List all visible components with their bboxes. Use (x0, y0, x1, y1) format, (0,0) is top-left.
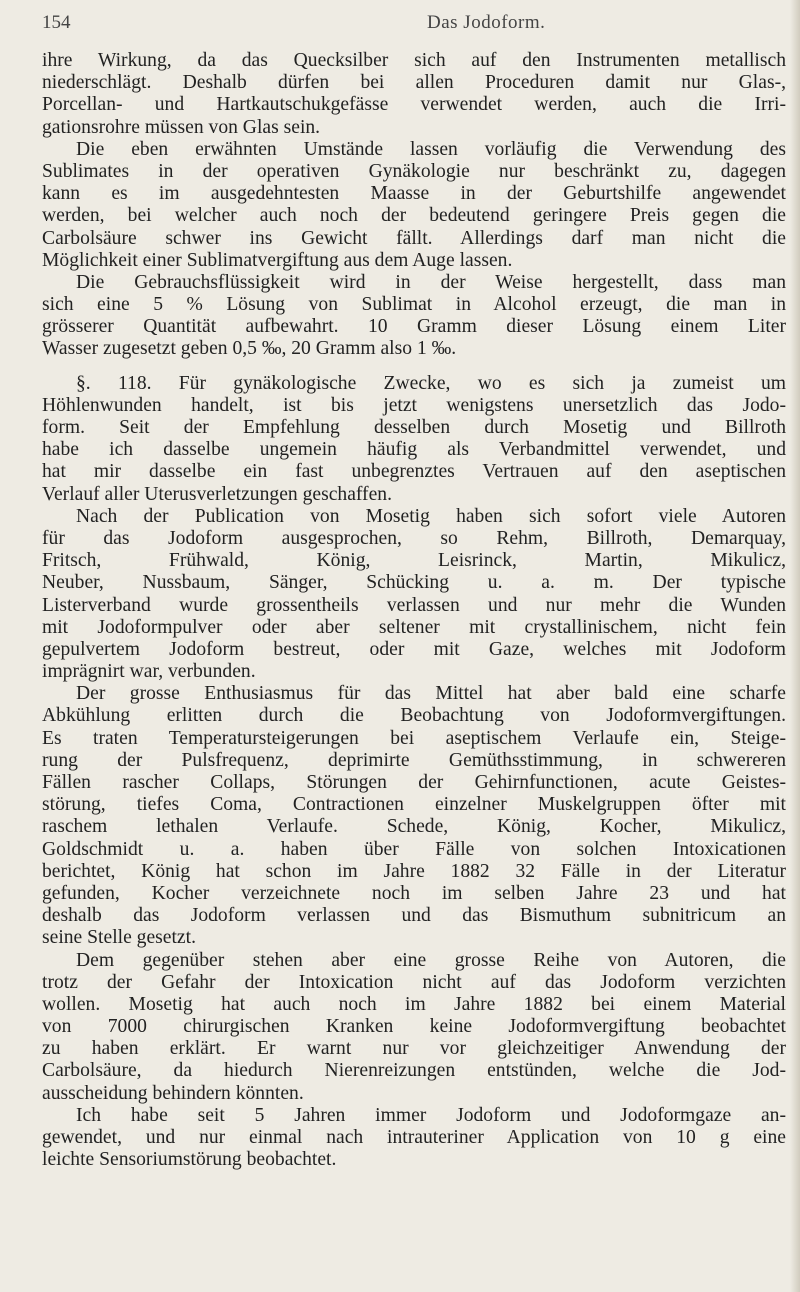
text-line: für das Jodoform ausgesprochen, so Rehm, Billroth, Demarquay, (42, 527, 786, 549)
text-line: habe ich dasselbe ungemein häufig als Verbandmittel verwendet, und (42, 439, 786, 461)
text-line: Sublimates in der operativen Gynäkologie nur beschränkt zu, dagegen (42, 160, 786, 182)
text-line: §. 118. Für gynäkologische Zwecke, wo es sich ja zumeist um (76, 372, 786, 394)
text-line: gefunden, Kocher verzeichnete noch im selben Jahre 23 und hat (42, 882, 786, 904)
text-line: Abkühlung erlitten durch die Beobachtung von Jodoformvergiftungen. (42, 705, 786, 727)
text-line: trotz der Gefahr der Intoxication nicht auf das Jodoform verzichten (42, 971, 786, 993)
text-line: Verlauf aller Uterusverletzungen geschaffen. (42, 483, 392, 505)
text-line: zu haben erklärt. Er warnt nur vor gleichzeitiger Anwendung der (42, 1038, 786, 1060)
text-line: Fritsch, Frühwald, König, Leisrinck, Martin, Mikulicz, (42, 550, 786, 572)
section-gap (42, 361, 786, 373)
text-line: Carbolsäure, da hiedurch Nierenreizungen entstünden, welche die Jod- (42, 1060, 786, 1082)
text-line: werden, bei welcher auch noch der bedeutend geringere Preis gegen die (42, 205, 786, 227)
paragraph (42, 139, 786, 272)
paragraph (42, 683, 786, 949)
text-line: Goldschmidt u. a. haben über Fälle von solchen Intoxicationen (42, 838, 786, 860)
body-text (42, 50, 786, 1171)
text-line: Carbolsäure schwer ins Gewicht fällt. Allerdings darf man nicht die (42, 227, 786, 249)
text-line: Möglichkeit einer Sublimatvergiftung aus dem Auge lassen. (42, 249, 513, 271)
paragraph (42, 1105, 786, 1172)
text-line: Fällen rascher Collaps, Störungen der Gehirnfunctionen, acute Geistes- (42, 772, 786, 793)
text-line: mit Jodoformpulver oder aber seltener mit crystallinischem, nicht fein (42, 616, 786, 638)
text-line: grösserer Quantität aufbewahrt. 10 Gramm dieser Lösung einem Liter (42, 316, 786, 338)
text-line: deshalb das Jodoform verlassen und das Bismuthum subnitricum an (42, 905, 786, 927)
text-line: ihre Wirkung, da das Quecksilber sich auf den Instrumenten metallisch (42, 50, 786, 71)
text-line: Ich habe seit 5 Jahren immer Jodoform und Jodoformgaze an- (76, 1104, 786, 1126)
text-line: Listerverband wurde grossentheils verlassen und nur mehr die Wunden (42, 594, 786, 616)
text-line: Höhlenwunden handelt, ist bis jetzt wenigstens unersetzlich das Jodo- (42, 394, 786, 416)
text-line: kann es im ausgedehntesten Maasse in der Geburtshilfe angewendet (42, 183, 786, 205)
text-line: von 7000 chirurgischen Kranken keine Jodoformvergiftung beobachtet (42, 1016, 786, 1038)
text-line: raschem lethalen Verlaufe. Schede, König, Kocher, Mikulicz, (42, 816, 786, 838)
text-line: gepulvertem Jodoform bestreut, oder mit Gaze, welches mit Jodoform (42, 638, 786, 660)
text-line: ausscheidung behindern könnten. (42, 1082, 304, 1104)
text-line: form. Seit der Empfehlung desselben durch Mosetig und Billroth (42, 417, 786, 438)
text-line: Es traten Temperatursteigerungen bei aseptischem Verlaufe ein, Steige- (42, 727, 786, 749)
text-line: gewendet, und nur einmal nach intrauteriner Application von 10 g eine (42, 1127, 786, 1148)
paragraph (42, 950, 786, 1105)
text-line: Der grosse Enthusiasmus für das Mittel hat aber bald eine scharfe (76, 683, 786, 705)
paragraph (42, 506, 786, 684)
paragraph (42, 50, 786, 139)
text-line: Dem gegenüber stehen aber eine grosse Reihe von Autoren, die (76, 949, 786, 971)
text-line: hat mir dasselbe ein fast unbegrenztes Vertrauen auf den aseptischen (42, 461, 786, 483)
page-header (42, 12, 782, 36)
text-line: berichtet, König hat schon im Jahre 1882 32 Fälle in der Literatur (42, 860, 786, 882)
text-line: Wasser zugesetzt geben 0,5 ‰, 20 Gramm also 1 ‰. (42, 338, 457, 360)
text-line: wollen. Mosetig hat auch noch im Jahre 1882 bei einem Material (42, 993, 786, 1015)
paragraph (42, 373, 786, 506)
text-line: Die eben erwähnten Umstände lassen vorläufig die Verwendung des (76, 138, 786, 160)
running-title: Das Jodoform. (427, 12, 546, 33)
text-line: seine Stelle gesetzt. (42, 927, 196, 949)
text-line: störung, tiefes Coma, Contractionen einzelner Muskelgruppen öfter mit (42, 794, 786, 816)
text-line: rung der Pulsfrequenz, deprimirte Gemüthsstimmung, in schwereren (42, 749, 786, 771)
text-line: gationsrohre müssen von Glas sein. (42, 116, 321, 138)
text-line: imprägnirt war, verbunden. (42, 661, 256, 683)
page-edge-shadow (790, 0, 800, 1292)
text-line: Die Gebrauchsflüssigkeit wird in der Weise hergestellt, dass man (76, 271, 786, 293)
text-line: Porcellan- und Hartkautschukgefässe verwendet werden, auch die Irri- (42, 94, 786, 116)
text-line: Neuber, Nussbaum, Sänger, Schücking u. a. m. Der typische (42, 572, 786, 594)
paragraph (42, 272, 786, 361)
text-line: leichte Sensoriumstörung beobachtet. (42, 1149, 337, 1171)
text-line: sich eine 5 % Lösung von Sublimat in Alcohol erzeugt, die man in (42, 294, 786, 316)
text-line: Nach der Publication von Mosetig haben sich sofort viele Autoren (76, 505, 786, 527)
text-line: niederschlägt. Deshalb dürfen bei allen Proceduren damit nur Glas-, (42, 72, 786, 94)
page-number: 154 (42, 12, 71, 33)
